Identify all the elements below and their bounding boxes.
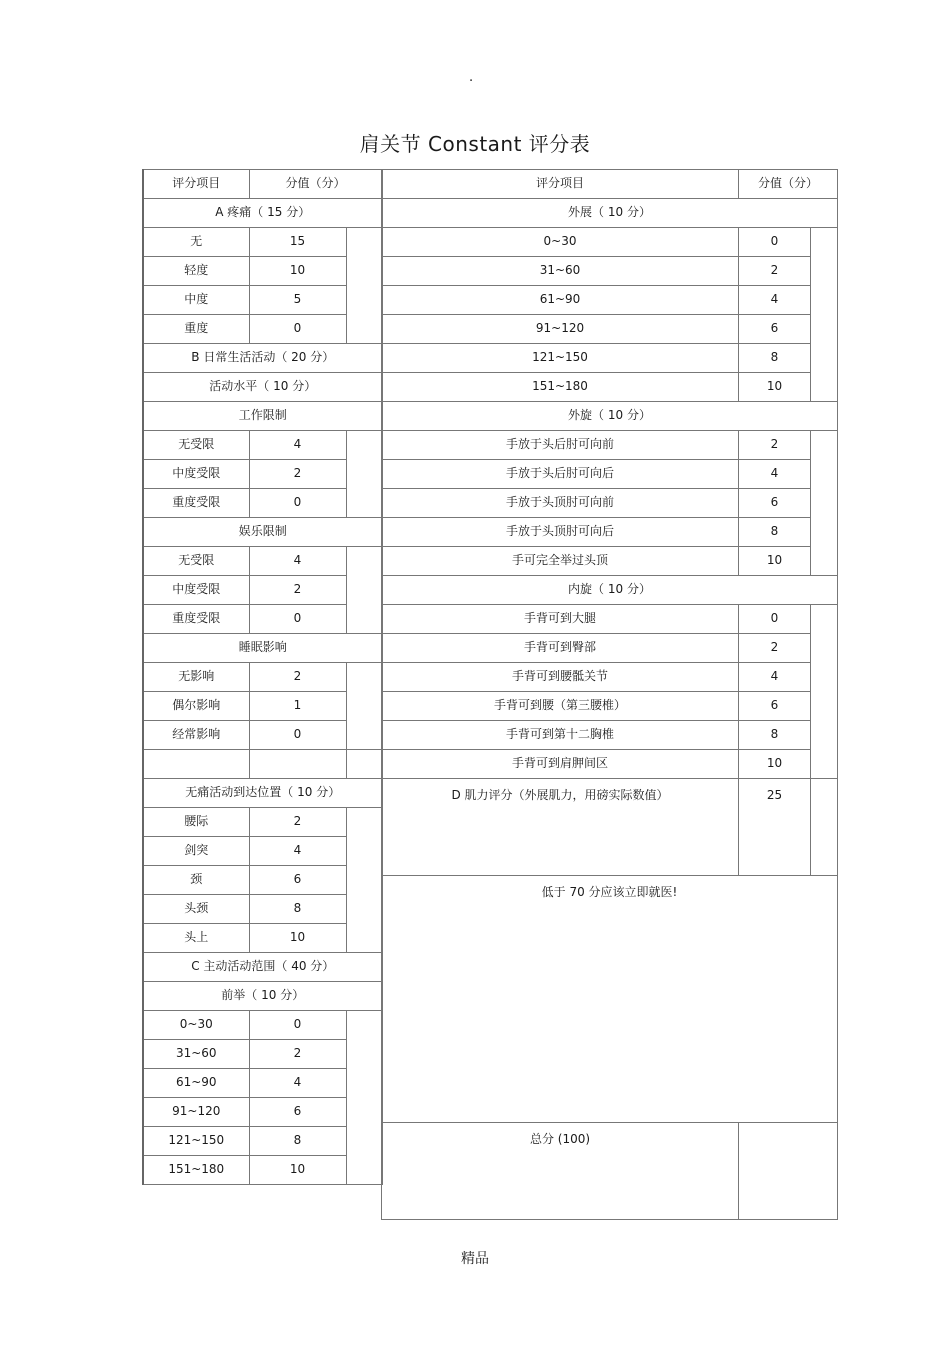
header-item-label: 评分项目 [382,170,739,199]
abduction-label: 0~30 [382,228,739,257]
abduction-score: 10 [739,373,811,402]
forward-flexion-heading: 前举（ 10 分） [143,982,382,1011]
forward-flexion-label: 61~90 [143,1069,249,1098]
forward-flexion-label: 91~120 [143,1098,249,1127]
page-footer: 精品 [461,1251,489,1267]
table-row [143,228,382,257]
section-heading-row [143,344,382,373]
leisure-score: 4 [249,547,346,576]
table-row [382,663,838,692]
abduction-heading: 外展（ 10 分） [382,199,838,228]
abduction-score: 8 [739,344,811,373]
table-row [382,721,838,750]
internal-rotation-score: 4 [739,663,811,692]
internal-rotation-label: 手背可到臀部 [382,634,739,663]
forward-flexion-blank-cell [346,1011,382,1185]
leisure-score: 2 [249,576,346,605]
page-top-dot: . [469,70,474,85]
section-heading-row [382,576,838,605]
left-score-table [142,169,383,1185]
forward-flexion-label: 0~30 [143,1011,249,1040]
abduction-score: 2 [739,257,811,286]
painfree-position-label: 颈 [143,866,249,895]
pain-score: 5 [249,286,346,315]
table-row [382,373,838,402]
pain-label: 轻度 [143,257,249,286]
abduction-label: 31~60 [382,257,739,286]
table-row [143,1011,382,1040]
section-heading-row [143,518,382,547]
external-rotation-label: 手放于头后肘可向前 [382,431,739,460]
page-title: 肩关节 Constant 评分表 [359,132,591,156]
pain-score: 15 [249,228,346,257]
painfree-position-score: 6 [249,866,346,895]
leisure-label: 重度受限 [143,605,249,634]
internal-rotation-score: 2 [739,634,811,663]
pain-heading: A 疼痛（ 15 分） [143,199,382,228]
work-label: 无受限 [143,431,249,460]
abduction-score: 4 [739,286,811,315]
table-row [382,431,838,460]
painfree-position-score: 8 [249,895,346,924]
pain-score: 0 [249,315,346,344]
painfree-position-label: 头上 [143,924,249,953]
pain-score: 10 [249,257,346,286]
external-rotation-label: 手放于头后肘可向后 [382,460,739,489]
internal-rotation-score: 6 [739,692,811,721]
internal-rotation-blank-cell [811,605,838,779]
forward-flexion-score: 8 [249,1127,346,1156]
abduction-label: 151~180 [382,373,739,402]
sleep-score: 1 [249,692,346,721]
empty-cell [249,750,346,779]
pain-label: 重度 [143,315,249,344]
table-row [382,547,838,576]
table-row [382,750,838,779]
work-score: 2 [249,460,346,489]
external-rotation-label: 手放于头顶肘可向前 [382,489,739,518]
internal-rotation-label: 手背可到腰（第三腰椎） [382,692,739,721]
table-row [382,489,838,518]
internal-rotation-score: 10 [739,750,811,779]
table-row [382,315,838,344]
abduction-label: 61~90 [382,286,739,315]
table-row [382,605,838,634]
work-blank-cell [346,431,382,518]
table-row [143,663,382,692]
painfree-position-heading: 无痛活动到达位置（ 10 分） [143,779,382,808]
internal-rotation-label: 手背可到第十二胸椎 [382,721,739,750]
sleep-blank-cell [346,663,382,750]
header-item-label: 评分项目 [143,170,249,199]
table-row [382,228,838,257]
internal-rotation-score: 8 [739,721,811,750]
warning-note: 低于 70 分应该立即就医! [382,876,838,1123]
table-row [382,344,838,373]
right-table-grid [381,169,838,1220]
external-rotation-label: 手放于头顶肘可向后 [382,518,739,547]
forward-flexion-score: 6 [249,1098,346,1127]
external-rotation-blank-cell [811,431,838,576]
internal-rotation-label: 手背可到大腿 [382,605,739,634]
external-rotation-score: 8 [739,518,811,547]
table-row [382,634,838,663]
empty-cell [143,750,249,779]
forward-flexion-score: 4 [249,1069,346,1098]
strength-score: 25 [739,779,811,876]
external-rotation-score: 10 [739,547,811,576]
abduction-score: 6 [739,315,811,344]
table-row [143,808,382,837]
section-heading-row [143,982,382,1011]
note-row [382,876,838,1123]
header-score-label: 分值（分） [249,170,382,199]
section-heading-row [143,199,382,228]
forward-flexion-label: 151~180 [143,1156,249,1185]
external-rotation-heading: 外旋（ 10 分） [382,402,838,431]
painfree-position-blank-cell [346,808,382,953]
table-row [382,518,838,547]
pain-label: 无 [143,228,249,257]
forward-flexion-score: 2 [249,1040,346,1069]
section-heading-row [143,953,382,982]
abduction-label: 91~120 [382,315,739,344]
work-heading: 工作限制 [143,402,382,431]
section-heading-row [143,779,382,808]
table-row [143,431,382,460]
table-row [382,692,838,721]
leisure-label: 无受限 [143,547,249,576]
sleep-heading: 睡眠影响 [143,634,382,663]
painfree-position-label: 剑突 [143,837,249,866]
abduction-score: 0 [739,228,811,257]
pain-label: 中度 [143,286,249,315]
header-score-label: 分值（分） [739,170,838,199]
right-score-table [381,169,838,1220]
work-score: 0 [249,489,346,518]
leisure-blank-cell [346,547,382,634]
external-rotation-score: 6 [739,489,811,518]
abduction-blank-cell [811,228,838,402]
section-heading-row [143,402,382,431]
painfree-position-label: 头颈 [143,895,249,924]
table-header-row [143,170,382,199]
painfree-position-score: 10 [249,924,346,953]
internal-rotation-label: 手背可到腰骶关节 [382,663,739,692]
total-score-cell [739,1123,838,1220]
pain-blank-cell [346,228,382,344]
section-heading-row [143,634,382,663]
work-label: 中度受限 [143,460,249,489]
total-label: 总分 (100) [382,1123,739,1220]
adl-heading: B 日常生活活动（ 20 分） [143,344,382,373]
forward-flexion-label: 31~60 [143,1040,249,1069]
external-rotation-score: 2 [739,431,811,460]
strength-row [382,779,838,876]
table-row [382,257,838,286]
forward-flexion-label: 121~150 [143,1127,249,1156]
leisure-heading: 娱乐限制 [143,518,382,547]
sleep-label: 偶尔影响 [143,692,249,721]
activity-level-heading: 活动水平（ 10 分） [143,373,382,402]
left-table-grid [142,169,383,1185]
sleep-label: 无影响 [143,663,249,692]
painfree-position-score: 4 [249,837,346,866]
section-heading-row [382,402,838,431]
painfree-position-score: 2 [249,808,346,837]
leisure-score: 0 [249,605,346,634]
section-heading-row [143,373,382,402]
rom-heading: C 主动活动范围（ 40 分） [143,953,382,982]
work-score: 4 [249,431,346,460]
empty-cell [346,750,382,779]
work-label: 重度受限 [143,489,249,518]
table-row [382,286,838,315]
section-heading-row [382,199,838,228]
external-rotation-score: 4 [739,460,811,489]
strength-blank-cell [811,779,838,876]
external-rotation-label: 手可完全举过头顶 [382,547,739,576]
sleep-label: 经常影响 [143,721,249,750]
sleep-score: 0 [249,721,346,750]
internal-rotation-heading: 内旋（ 10 分） [382,576,838,605]
forward-flexion-score: 0 [249,1011,346,1040]
total-row [382,1123,838,1220]
painfree-position-label: 腰际 [143,808,249,837]
internal-rotation-label: 手背可到肩胛间区 [382,750,739,779]
abduction-label: 121~150 [382,344,739,373]
table-row [143,547,382,576]
empty-row [143,750,382,779]
sleep-score: 2 [249,663,346,692]
strength-label: D 肌力评分（外展肌力，用磅实际数值） [382,779,739,876]
table-row [382,460,838,489]
forward-flexion-score: 10 [249,1156,346,1185]
table-header-row [382,170,838,199]
internal-rotation-score: 0 [739,605,811,634]
leisure-label: 中度受限 [143,576,249,605]
